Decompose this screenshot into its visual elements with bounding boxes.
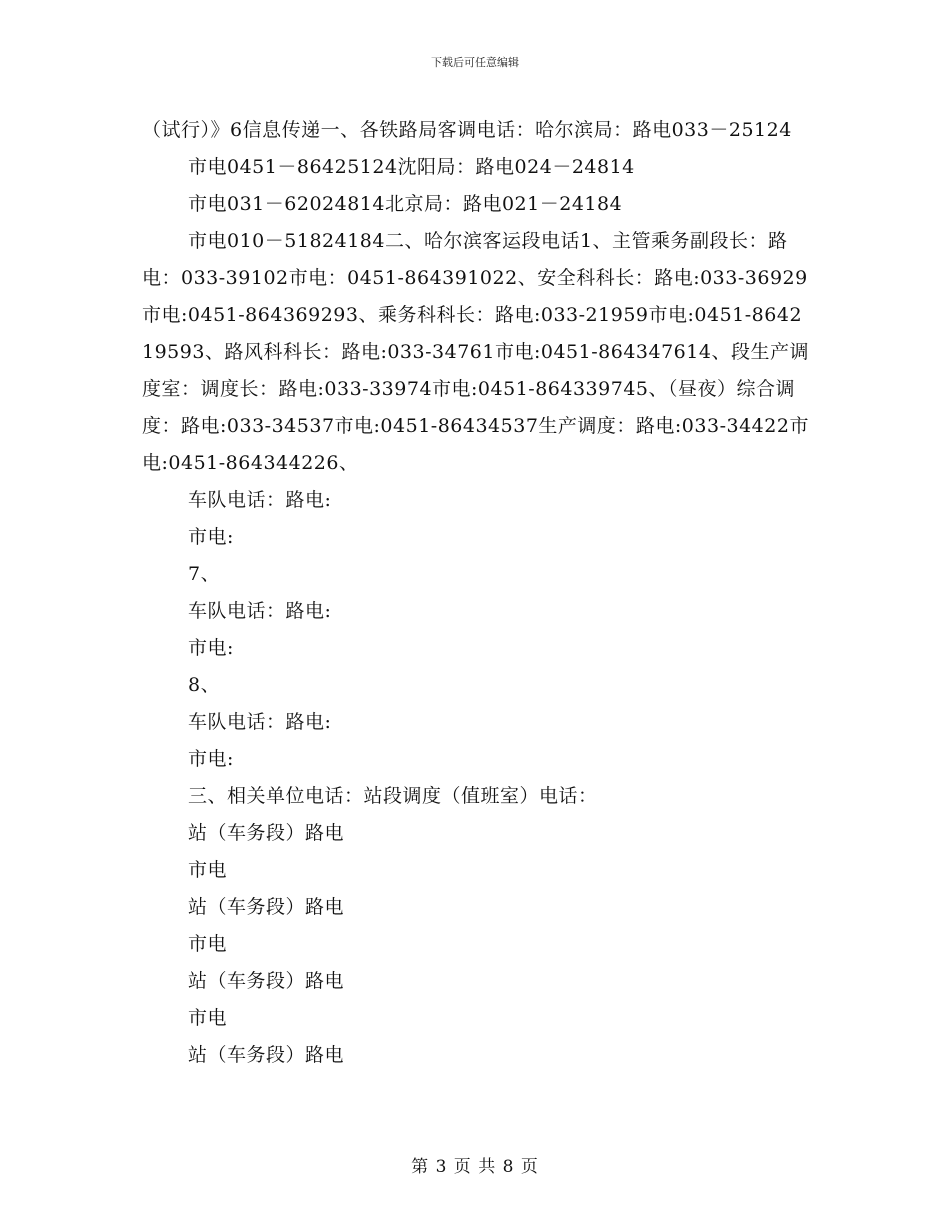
paragraph: 市电: [188,637,234,659]
paragraph: 站（车务段）路电 [188,822,345,844]
paragraph: 市电: [188,748,234,770]
paragraph: 市电031－62024814北京局：路电021－24184 [188,193,623,215]
paragraph: 站（车务段）路电 [188,1044,345,1066]
paragraph: （试行）》6信息传递一、各铁路局客调电话：哈尔滨局：路电033－25124 [142,119,792,141]
paragraph: 车队电话：路电: [188,489,332,511]
paragraph: 站（车务段）路电 [188,896,345,918]
paragraph: 7、 [188,563,221,585]
paragraph: 市电: [188,526,234,548]
header-note: 下载后可任意编辑 [431,56,519,69]
paragraph: 8、 [188,674,221,696]
paragraph: 三、相关单位电话：站段调度（值班室）电话： [188,785,598,807]
paragraph: 市电0451－86425124沈阳局：路电024－24814 [188,156,635,178]
paragraph: 市电010－51824184二、哈尔滨客运段电话1、主管乘务副段长：路电：033-39102市电：0451-864391022、安全科科长：路电:033-36929 市电:0451-864369293、乘务科科长：路电:033-21959市电:0451-864219593、路风科科长：路电:033-34761市电:0451-864347614、段生产调度室：调度长：路电:033-33974市电:0451-864339745、（昼夜）综合调度：路电:033-34537市电:0451-86434537生产调度：路电:033-34422市电:0451-864344226、 [142,230,809,474]
paragraph: 站（车务段）路电 [188,970,345,992]
page-footer [0,1152,950,1177]
page-header [0,54,950,70]
paragraph: 车队电话：路电: [188,600,332,622]
paragraph: 市电 [188,933,228,955]
document-body [142,112,814,1074]
paragraph: 车队电话：路电: [188,711,332,733]
page-number: 第 3 页 共 8 页 [411,1157,539,1177]
paragraph: 市电 [188,859,228,881]
paragraph: 市电 [188,1007,228,1029]
